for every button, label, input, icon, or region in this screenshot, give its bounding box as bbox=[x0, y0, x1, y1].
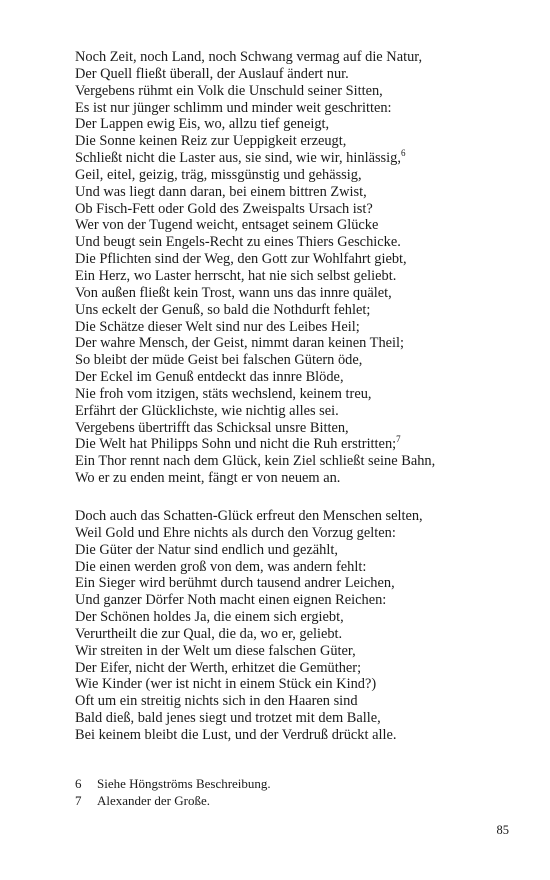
footnote-number: 7 bbox=[75, 793, 82, 808]
verse-text: Die Pflichten sind der Weg, den Gott zur Wohlfahrt giebt, bbox=[75, 251, 407, 268]
verse-text: Schließt nicht die Laster aus, sie sind, wie wir, hinlässig, bbox=[75, 150, 401, 167]
footnote-ref: 6 bbox=[400, 148, 406, 159]
verse-text: Es ist nur jünger schlimm und minder weit geschritten: bbox=[75, 99, 392, 116]
verse-text: Wer von der Tugend weicht, entsaget seinem Glücke bbox=[75, 217, 379, 234]
verse-line bbox=[75, 352, 535, 369]
footnote bbox=[75, 792, 515, 809]
verse-line bbox=[75, 436, 535, 453]
verse-line bbox=[75, 319, 535, 336]
footnote-number: 6 bbox=[75, 776, 82, 791]
verse-line bbox=[75, 217, 535, 234]
verse-line bbox=[75, 559, 535, 576]
verse-line bbox=[75, 727, 535, 744]
verse-text: Der Lappen ewig Eis, wo, allzu tief geneigt, bbox=[75, 116, 330, 133]
footnote-text: Alexander der Große. bbox=[97, 793, 210, 808]
verse-line bbox=[75, 116, 535, 133]
verse-line bbox=[75, 660, 535, 677]
verse-line bbox=[75, 626, 535, 643]
verse-line bbox=[75, 525, 535, 542]
verse-text: Die Sonne keinen Reiz zur Ueppigkeit erzeugt, bbox=[75, 133, 347, 150]
verse-line bbox=[75, 251, 535, 268]
verse-line bbox=[75, 369, 535, 386]
verse-text: Der Quell fließt überall, der Auslauf ändert nur. bbox=[75, 65, 349, 82]
verse-text: Bald dieß, bald jenes siegt und trotzet mit dem Balle, bbox=[75, 710, 381, 727]
verse-text: Weil Gold und Ehre nichts als durch den Vorzug gelten: bbox=[75, 524, 396, 541]
verse-text: Erfährt der Glücklichste, wie nichtig alles sei. bbox=[75, 402, 339, 419]
verse-text: Geil, eitel, geizig, träg, missgünstig und gehässig, bbox=[75, 166, 362, 183]
verse-text: Ein Thor rennt nach dem Glück, kein Ziel schließt seine Bahn, bbox=[75, 453, 436, 470]
verse-line bbox=[75, 592, 535, 609]
verse-text: Der Eifer, nicht der Werth, erhitzet die Gemüther; bbox=[75, 659, 362, 676]
verse-line bbox=[75, 49, 535, 66]
verse-line bbox=[75, 83, 535, 100]
verse-line bbox=[75, 575, 535, 592]
verse-text: Ein Herz, wo Laster herrscht, hat nie sich selbst geliebt. bbox=[75, 267, 397, 284]
verse-text: Die einen werden groß von dem, was andern fehlt: bbox=[75, 558, 367, 575]
verse-text: Ein Sieger wird berühmt durch tausend andrer Leichen, bbox=[75, 575, 395, 592]
verse-line bbox=[75, 542, 535, 559]
verse-text: Und beugt sein Engels-Recht zu eines Thiers Geschicke. bbox=[75, 234, 401, 251]
verse-line bbox=[75, 676, 535, 693]
verse-text: Der Eckel im Genuß entdeckt das innre Blöde, bbox=[75, 369, 344, 386]
stanza-1 bbox=[75, 49, 535, 487]
verse-line bbox=[75, 201, 535, 218]
verse-text: So bleibt der müde Geist bei falschen Gütern öde, bbox=[75, 352, 363, 369]
verse-line bbox=[75, 66, 535, 83]
verse-text: Wir streiten in der Welt um diese falschen Güter, bbox=[75, 642, 356, 659]
verse-text: Die Güter der Natur sind endlich und gezählt, bbox=[75, 541, 338, 558]
verse-line bbox=[75, 470, 535, 487]
verse-line bbox=[75, 710, 535, 727]
verse-text: Uns eckelt der Genuß, so bald die Nothdurft fehlet; bbox=[75, 301, 371, 318]
verse-line bbox=[75, 693, 535, 710]
footnote-text: Siehe Höngströms Beschreibung. bbox=[97, 776, 271, 791]
verse-line bbox=[75, 150, 535, 167]
verse-text: Die Schätze dieser Welt sind nur des Leibes Heil; bbox=[75, 318, 360, 335]
verse-text: Ob Fisch-Fett oder Gold des Zweispalts Ursach ist? bbox=[75, 200, 373, 217]
page-number: 85 bbox=[496, 823, 509, 837]
verse-text: Vergebens rühmt ein Volk die Unschuld seiner Sitten, bbox=[75, 82, 383, 99]
footnote-ref: 7 bbox=[396, 434, 401, 445]
verse-line bbox=[75, 100, 535, 117]
verse-line bbox=[75, 234, 535, 251]
verse-line bbox=[75, 508, 535, 525]
footnotes bbox=[75, 775, 515, 809]
verse-line bbox=[75, 420, 535, 437]
verse-text: Der Schönen holdes Ja, die einem sich ergiebt, bbox=[75, 609, 344, 626]
verse-line bbox=[75, 268, 535, 285]
verse-line bbox=[75, 643, 535, 660]
verse-text: Nie froh vom itzigen, stäts wechslend, keinem treu, bbox=[75, 385, 372, 402]
verse-text: Und was liegt dann daran, bei einem bittren Zwist, bbox=[75, 183, 367, 200]
verse-text: Wo er zu enden meint, fängt er von neuem an. bbox=[75, 470, 341, 487]
verse-text: Die Welt hat Philipps Sohn und nicht die Ruh erstritten; bbox=[75, 436, 397, 453]
verse-line bbox=[75, 386, 535, 403]
verse-text: Verurtheilt die zur Qual, die da, wo er, geliebt. bbox=[75, 625, 343, 642]
verse-text: Und ganzer Dörfer Noth macht einen eignen Reichen: bbox=[75, 592, 387, 609]
verse-line bbox=[75, 335, 535, 352]
footnote bbox=[75, 775, 515, 792]
stanza-2 bbox=[75, 508, 535, 744]
verse-text: Bei keinem bleibt die Lust, und der Verdruß drückt alle. bbox=[75, 726, 397, 743]
verse-text: Doch auch das Schatten-Glück erfreut den Menschen selten, bbox=[75, 508, 423, 524]
verse-line bbox=[75, 453, 535, 470]
verse-line bbox=[75, 133, 535, 150]
verse-text: Oft um ein streitig nichts sich in den Haaren sind bbox=[75, 693, 358, 710]
verse-line bbox=[75, 184, 535, 201]
verse-line bbox=[75, 285, 535, 302]
verse-text: Von außen fließt kein Trost, wann uns das innre quälet, bbox=[75, 284, 392, 301]
verse-text: Wie Kinder (wer ist nicht in einem Stück ein Kind?) bbox=[75, 676, 377, 693]
verse-line bbox=[75, 302, 535, 319]
verse-text: Der wahre Mensch, der Geist, nimmt daran keinen Theil; bbox=[75, 335, 405, 352]
verse-line bbox=[75, 609, 535, 626]
verse-text: Noch Zeit, noch Land, noch Schwang vermag auf die Natur, bbox=[75, 49, 423, 65]
verse-line bbox=[75, 403, 535, 420]
verse-line bbox=[75, 167, 535, 184]
verse-text: Vergebens übertrifft das Schicksal unsre Bitten, bbox=[75, 419, 349, 436]
